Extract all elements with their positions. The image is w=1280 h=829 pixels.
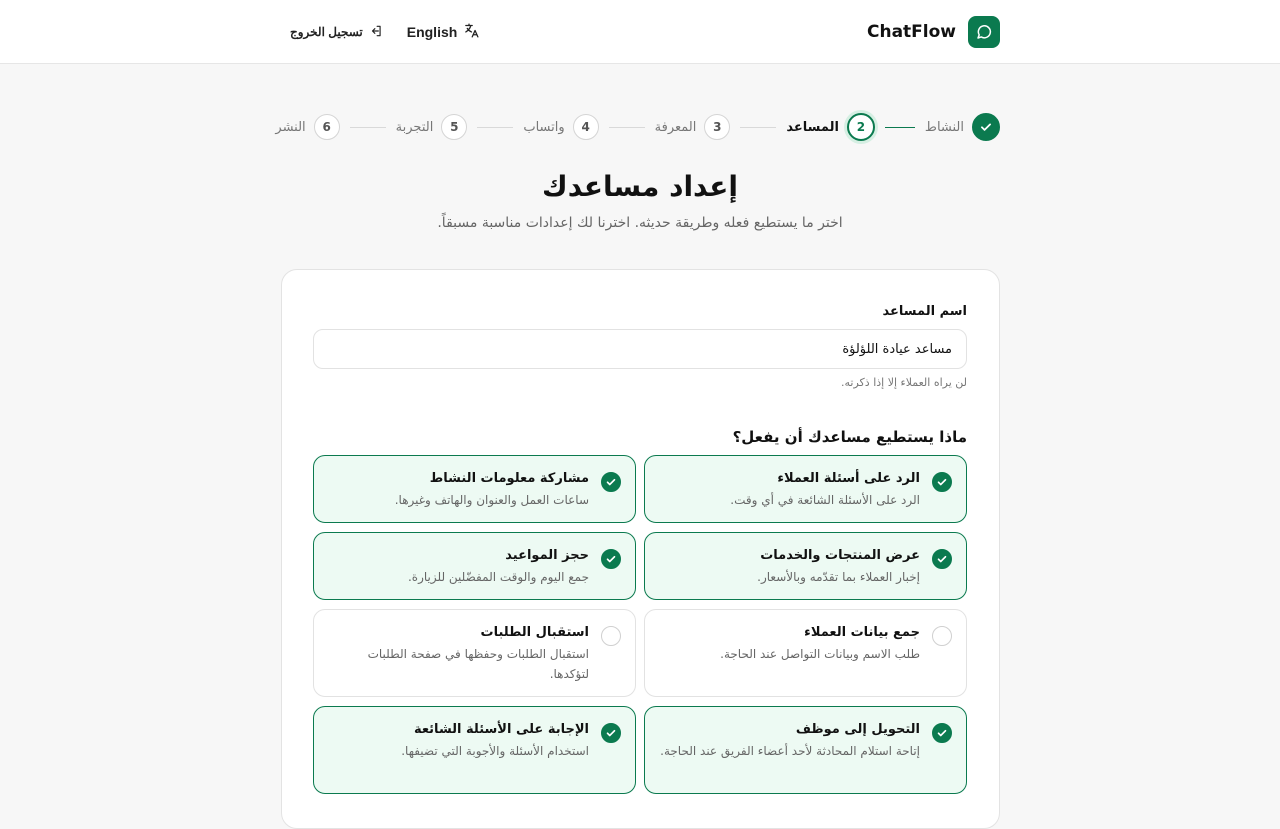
step-publish[interactable]	[275, 114, 339, 140]
check-icon	[932, 549, 952, 569]
step-connector	[477, 127, 513, 128]
step-connector	[740, 127, 776, 128]
assistant-setup-card	[281, 269, 1000, 829]
step-number: 4	[573, 114, 599, 140]
assistant-name-input[interactable]	[313, 329, 967, 369]
option-title: حجز المواعيد	[505, 548, 589, 563]
brand[interactable]	[867, 15, 1000, 49]
empty-checkbox-icon	[932, 626, 952, 646]
option-description: الرد على الأسئلة الشائعة في أي وقت.	[730, 493, 920, 507]
option-title: مشاركة معلومات النشاط	[429, 471, 589, 486]
check-icon	[972, 113, 1000, 141]
option-title: الرد على أسئلة العملاء	[777, 471, 920, 486]
assistant-name-label: اسم المساعد	[882, 304, 967, 319]
top-bar	[0, 0, 1280, 64]
option-title: جمع بيانات العملاء	[804, 625, 920, 640]
logout-icon	[369, 24, 383, 41]
option-answer-faqs[interactable]	[313, 706, 636, 794]
option-transfer-to-staff[interactable]	[644, 706, 967, 794]
step-label: التجربة	[395, 119, 434, 135]
option-description: ساعات العمل والعنوان والهاتف وغيرها.	[394, 493, 589, 507]
option-share-business-info[interactable]	[313, 455, 636, 523]
option-show-products[interactable]	[644, 532, 967, 600]
check-icon	[932, 472, 952, 492]
option-description: استقبال الطلبات وحفظها في صفحة الطلبات لتؤكدها.	[367, 647, 589, 681]
option-description: إخبار العملاء بما تقدّمه وبالأسعار.	[757, 570, 920, 584]
option-receive-orders[interactable]	[313, 609, 636, 697]
page-subtitle: اختر ما يستطيع فعله وطريقة حديثه. اخترنا لك إعدادات مناسبة مسبقاً.	[437, 215, 843, 231]
step-number: 5	[441, 114, 467, 140]
option-collect-customer-data[interactable]	[644, 609, 967, 697]
assistant-name-hint: لن يراه العملاء إلا إذا ذكرته.	[841, 376, 967, 389]
option-title: الإجابة على الأسئلة الشائعة	[413, 722, 589, 737]
step-whatsapp[interactable]	[523, 114, 598, 140]
step-testing[interactable]	[396, 114, 468, 140]
language-toggle-button[interactable]	[407, 22, 481, 42]
option-answer-questions[interactable]	[644, 455, 967, 523]
page-title: إعداد مساعدك	[542, 170, 738, 203]
step-number: 3	[704, 114, 730, 140]
option-title: استقبال الطلبات	[480, 625, 589, 640]
option-title: التحويل إلى موظف	[795, 722, 920, 737]
top-actions	[290, 20, 480, 44]
option-title: عرض المنتجات والخدمات	[760, 548, 920, 563]
check-icon	[601, 472, 621, 492]
step-connector	[609, 127, 645, 128]
step-number: 6	[314, 114, 340, 140]
capabilities-heading: ماذا يستطيع مساعدك أن يفعل؟	[732, 428, 967, 446]
logout-label: تسجيل الخروج	[290, 25, 363, 39]
check-icon	[601, 549, 621, 569]
option-description: استخدام الأسئلة والأجوبة التي تضيفها.	[401, 744, 589, 758]
step-knowledge[interactable]	[655, 114, 731, 140]
check-icon	[932, 723, 952, 743]
step-label: النشر	[275, 119, 306, 135]
step-label: المعرفة	[654, 119, 697, 135]
option-description: إتاحة استلام المحادثة لأحد أعضاء الفريق عند الحاجة.	[660, 744, 920, 758]
option-description: جمع اليوم والوقت المفضّلين للزيارة.	[407, 570, 589, 584]
language-label: English	[406, 24, 458, 40]
option-book-appointments[interactable]	[313, 532, 636, 600]
empty-checkbox-icon	[601, 626, 621, 646]
brand-name: ChatFlow	[866, 22, 956, 42]
progress-stepper	[275, 112, 1000, 142]
chat-bubble-icon	[968, 16, 1000, 48]
step-connector	[885, 127, 915, 128]
step-number: 2	[847, 113, 875, 141]
step-label: واتساب	[523, 119, 565, 135]
step-assistant[interactable]	[786, 113, 875, 141]
step-label: النشاط	[924, 119, 964, 135]
translate-icon	[463, 22, 480, 42]
check-icon	[601, 723, 621, 743]
step-business[interactable]	[925, 113, 1000, 141]
logout-button[interactable]	[290, 24, 383, 41]
step-connector	[350, 127, 386, 128]
option-description: طلب الاسم وبيانات التواصل عند الحاجة.	[720, 647, 920, 661]
step-label: المساعد	[786, 119, 839, 135]
capabilities-grid	[313, 455, 967, 794]
